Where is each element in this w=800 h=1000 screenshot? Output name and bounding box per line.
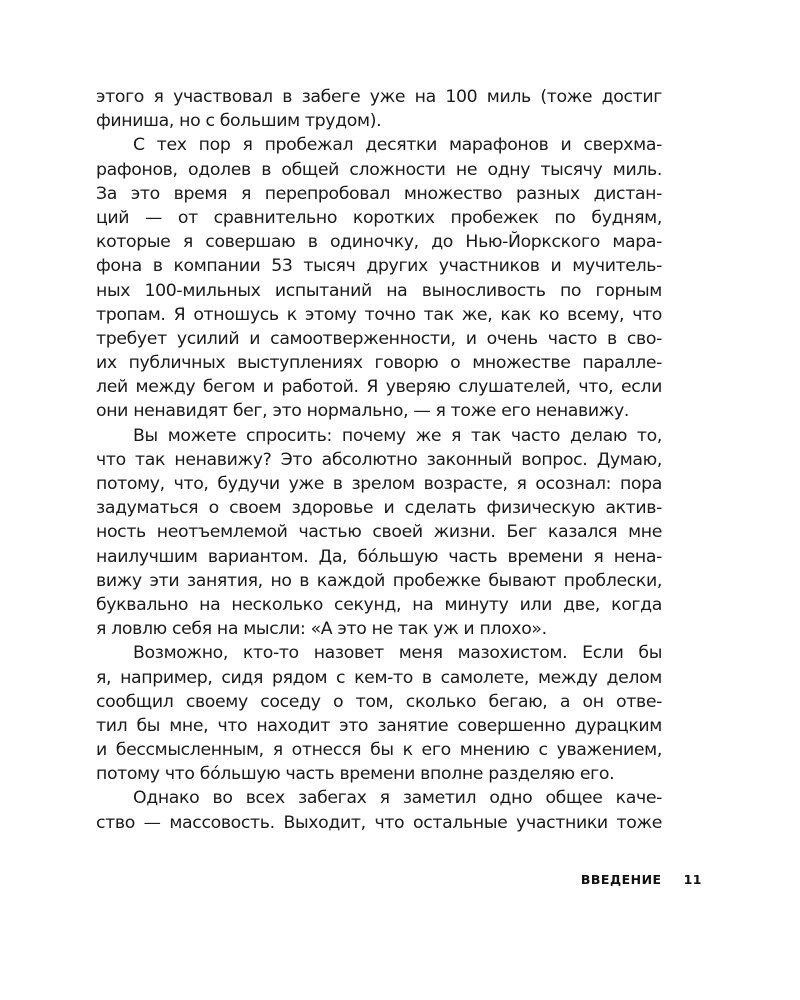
text-line: буквально на несколько секунд, на минуту или две, когда bbox=[96, 594, 662, 615]
text-line: они ненавидят бег, это нормально, — я тоже его ненавижу. bbox=[96, 401, 629, 422]
text-line: С тех пор я пробежал десятки марафонов и сверхма- bbox=[133, 135, 662, 156]
section-title: ВВЕДЕНИЕ bbox=[580, 872, 662, 887]
text-line: тропам. Я отношусь к этому точно так же, как ко всему, что bbox=[96, 304, 662, 325]
text-line: я ловлю себя на мысли: «А это не так уж и плохо». bbox=[96, 619, 547, 640]
text-line: Вы можете спросить: почему же я так часто делаю то, bbox=[133, 425, 662, 446]
text-line: задуматься о своем здоровье и сделать физическую актив- bbox=[96, 498, 662, 519]
text-line: вижу эти занятия, но в каждой пробежке бывают проблески, bbox=[96, 570, 662, 591]
running-footer bbox=[581, 872, 702, 887]
text-line: лей между бегом и работой. Я уверяю слушателей, что, если bbox=[96, 377, 662, 398]
text-line: сообщил своему соседу о том, сколько бегаю, а он отве- bbox=[96, 691, 662, 712]
text-line: фона в компании 53 тысяч других участников и мучитель- bbox=[96, 256, 662, 277]
text-line: этого я участвовал в забеге уже на 100 миль (тоже достиг bbox=[96, 87, 662, 107]
text-line: я, например, сидя рядом с кем-то в самолете, между делом bbox=[96, 667, 662, 688]
text-line: наилучшим вариантом. Да, бóльшую часть времени я нена- bbox=[96, 546, 662, 567]
text-line: тил бы мне, что находит это занятие совершенно дурацким bbox=[96, 715, 662, 736]
text-line: ций — от сравнительно коротких пробежек по будням, bbox=[96, 207, 662, 228]
text-line: что так ненавижу? Это абсолютно законный вопрос. Думаю, bbox=[96, 449, 662, 470]
text-line: ство — массовость. Выходит, что остальные участники тоже bbox=[96, 812, 662, 833]
text-line: рафонов, одолев в общей сложности не одну тысячу миль. bbox=[96, 159, 662, 180]
text-line: требует усилий и самоотверженности, и очень часто в сво- bbox=[96, 328, 662, 349]
text-line: ность неотъемлемой частью своей жизни. Бег казался мне bbox=[96, 522, 662, 543]
text-line: потому что бóльшую часть времени вполне разделяю его. bbox=[96, 764, 615, 785]
text-line: ных 100-мильных испытаний на выносливость по горным bbox=[96, 280, 662, 301]
text-line: За это время я перепробовал множество разных дистан- bbox=[96, 183, 662, 204]
text-line: Однако во всех забегах я заметил одно общее каче- bbox=[133, 788, 662, 809]
text-line: Возможно, кто-то назовет меня мазохистом. Если бы bbox=[133, 643, 662, 664]
text-line: которые я совершаю в одиночку, до Нью-Йоркского мара- bbox=[96, 232, 662, 253]
text-line: потому, что, будучи уже в зрелом возрасте, я осознал: пора bbox=[96, 474, 662, 494]
text-line: и бессмысленным, я отнесся бы к его мнению с уважением, bbox=[96, 740, 662, 761]
text-line: финиша, но с большим трудом). bbox=[96, 111, 382, 132]
body-text bbox=[96, 85, 662, 835]
page-number: 11 bbox=[683, 872, 702, 887]
text-line: их публичных выступлениях говорю о множестве паралле- bbox=[96, 353, 662, 374]
